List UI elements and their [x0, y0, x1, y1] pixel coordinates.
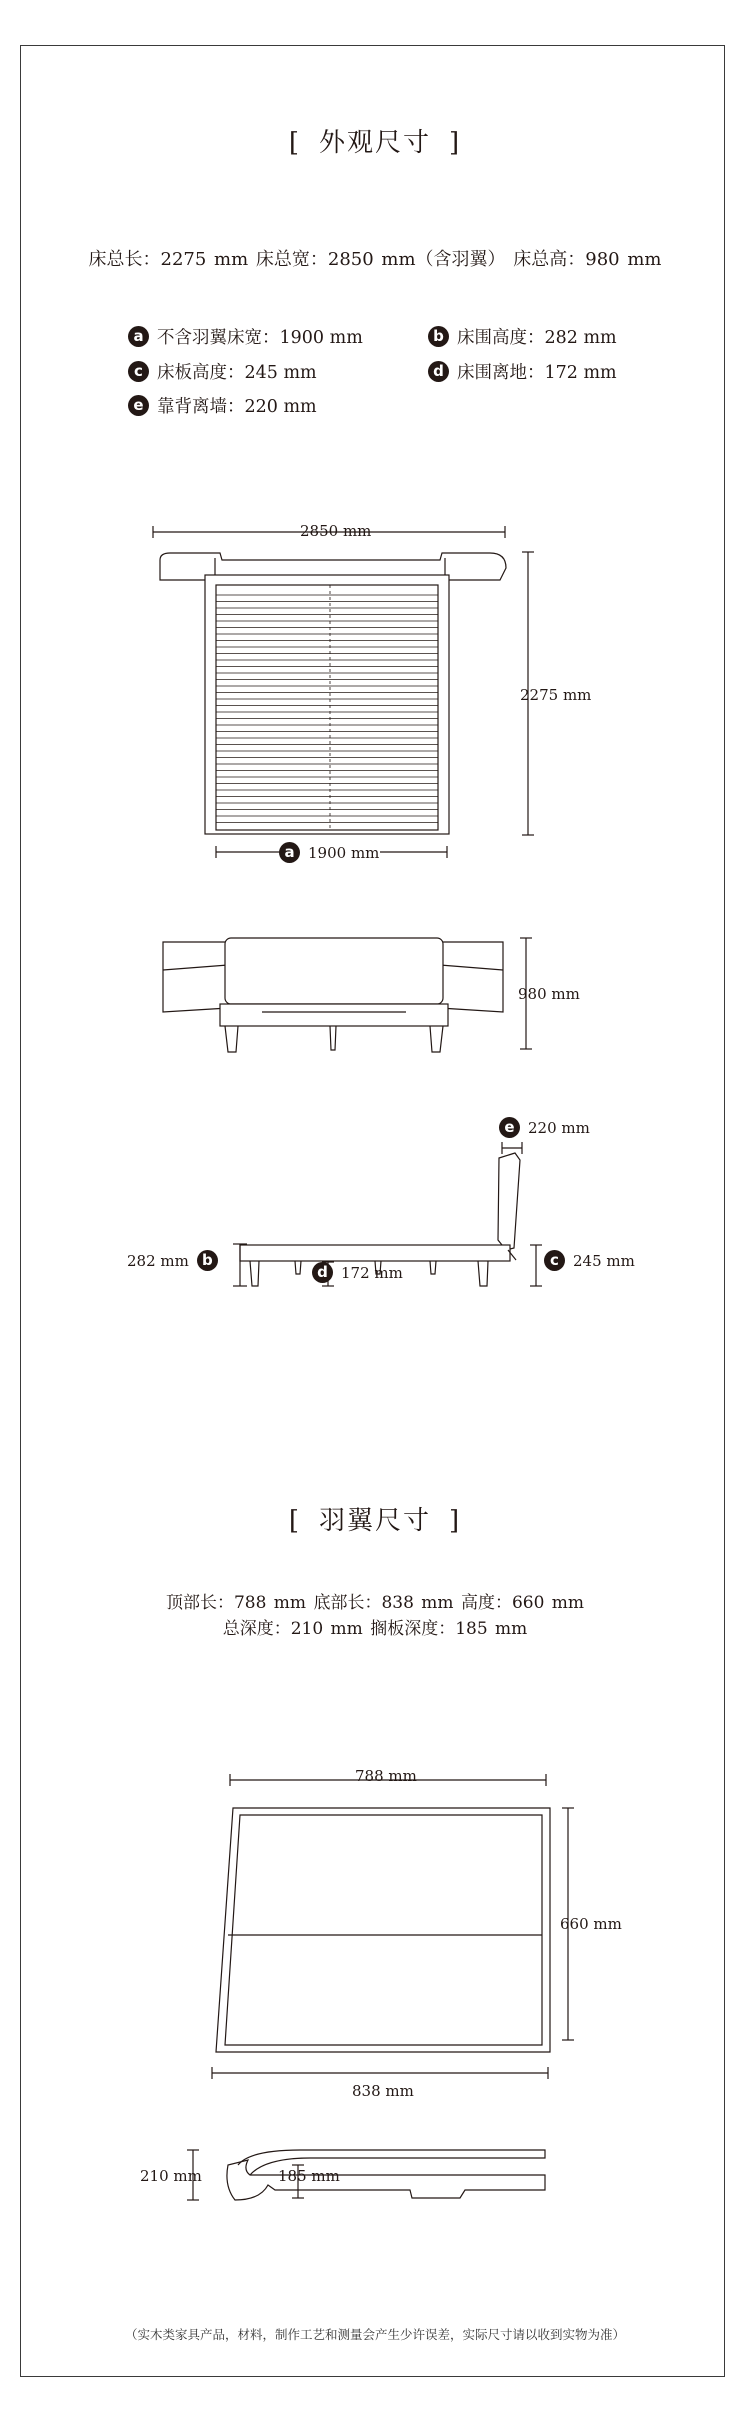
section-title-wing-text: 羽翼尺寸 — [318, 1506, 431, 1536]
badge-d-drawing: d — [312, 1262, 333, 1283]
inner-width-dimension — [279, 842, 379, 863]
wing-bottom-length-label: 838 mm — [352, 2082, 414, 2100]
badge-e: e — [128, 395, 149, 416]
section-title-wing: [ 羽翼尺寸 ] — [288, 1506, 462, 1536]
badge-c-drawing: c — [544, 1250, 565, 1271]
badge-d: d — [428, 361, 449, 382]
feature-c-text: 床板高度：245 mm — [157, 363, 317, 383]
inner-width-label: 1900 mm — [308, 843, 380, 862]
section-title-appearance: [ 外观尺寸 ] — [288, 128, 462, 158]
wing-shelf-depth-label: 185 mm — [278, 2167, 340, 2185]
badge-e-drawing: e — [499, 1117, 520, 1138]
badge-b: b — [428, 326, 449, 347]
footer-note: （实木类家具产品，材料，制作工艺和测量会产生少许误差，实际尺寸请以收到实物为准） — [124, 2327, 625, 2342]
badge-b-drawing: b — [197, 1250, 218, 1271]
frame-height-label: 282 mm — [127, 1251, 189, 1270]
bed-width-label: 2850 mm — [300, 522, 372, 540]
frame-height-dimension — [127, 1250, 226, 1271]
wing-dimensions-line1: 顶部长：788 mm 底部长：838 mm 高度：660 mm — [165, 1593, 585, 1613]
feature-e-text: 靠背离墙：220 mm — [157, 397, 317, 417]
wing-dimensions-line2: 总深度：210 mm 搁板深度：185 mm — [222, 1619, 528, 1639]
frame-clearance-dimension — [312, 1262, 403, 1283]
feature-a-text: 不含羽翼床宽：1900 mm — [157, 328, 363, 348]
wing-height-label: 660 mm — [560, 1915, 622, 1933]
badge-c: c — [128, 361, 149, 382]
badge-a-drawing: a — [279, 842, 300, 863]
overall-dimensions: 床总长：2275 mm 床总宽：2850 mm（含羽翼） 床总高：980 mm — [88, 249, 662, 270]
wing-depth-label: 210 mm — [140, 2167, 202, 2185]
headboard-wall-dimension — [499, 1117, 590, 1138]
board-height-label: 245 mm — [573, 1251, 635, 1270]
board-height-dimension — [544, 1250, 635, 1271]
section-title-text: 外观尺寸 — [318, 128, 431, 158]
bed-length-label: 2275 mm — [520, 686, 592, 704]
bed-height-label: 980 mm — [518, 985, 580, 1003]
feature-b-text: 床围高度：282 mm — [457, 328, 617, 348]
wing-top-length-label: 788 mm — [355, 1767, 417, 1785]
headboard-wall-label: 220 mm — [528, 1118, 590, 1137]
feature-d-text: 床围离地：172 mm — [457, 363, 617, 383]
badge-a: a — [128, 326, 149, 347]
frame-clearance-label: 172 mm — [341, 1263, 403, 1282]
